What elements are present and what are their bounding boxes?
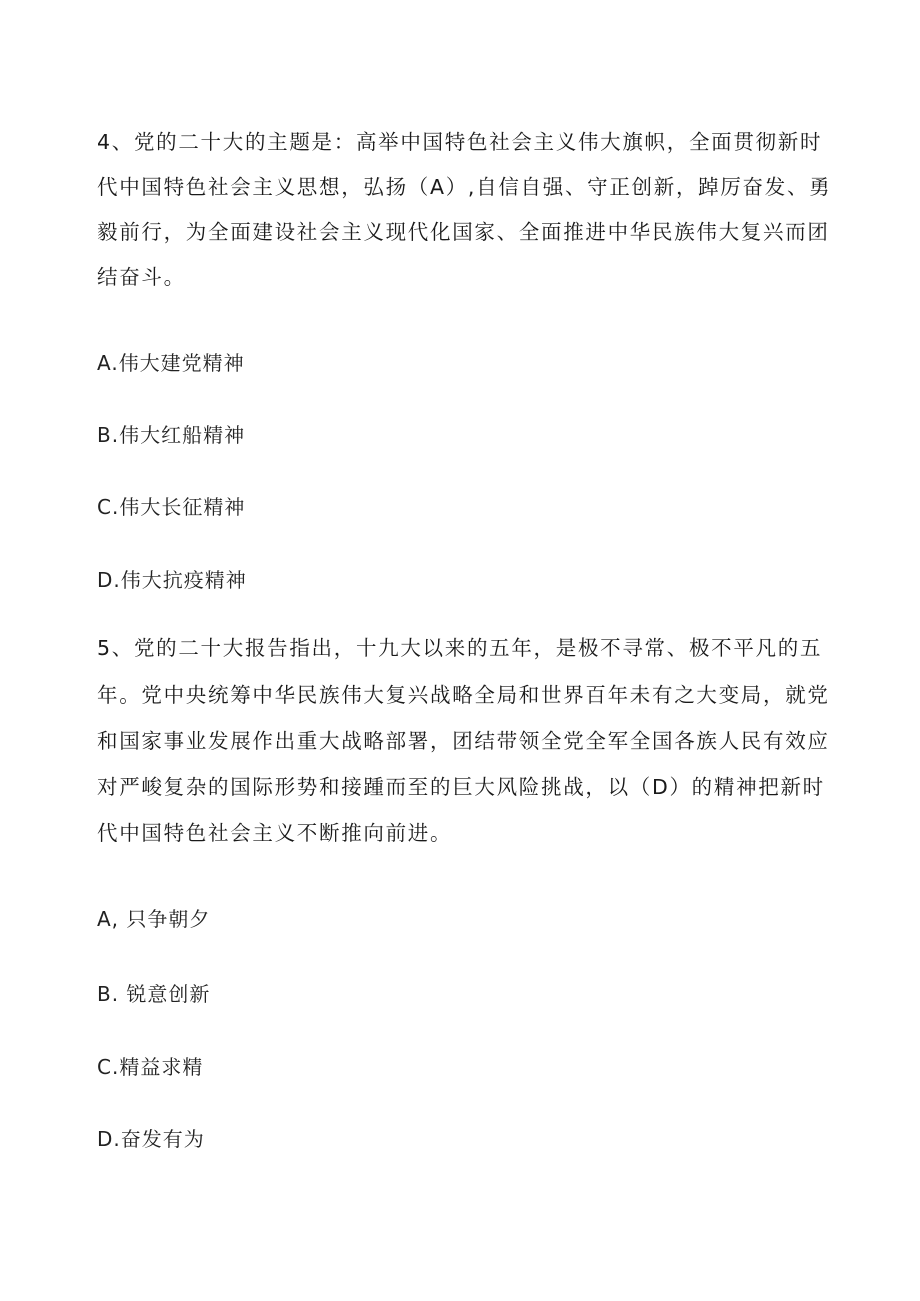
question-4-stem-line-1: 4、党的二十大的主题是：高举中国特色社会主义伟大旗帜，全面贯彻新时: [97, 130, 823, 154]
question-5-stem-line-5: 代中国特色社会主义不断推向前进。: [97, 821, 453, 845]
question-5-stem-line-2: 年。党中央统筹中华民族伟大复兴战略全局和世界百年未有之大变局，就党: [97, 683, 830, 707]
question-4-option-c: C.伟大长征精神: [97, 495, 246, 519]
question-4-option-b: B.伟大红船精神: [97, 423, 246, 447]
question-5-option-a: A, 只争朝夕: [97, 907, 211, 931]
question-4-stem-line-4: 结奋斗。: [97, 265, 186, 289]
question-5-stem-line-1: 5、党的二十大报告指出，十九大以来的五年，是极不寻常、极不平凡的五: [97, 636, 823, 660]
question-4-option-a: A.伟大建党精神: [97, 351, 245, 375]
question-5-option-d: D.奋发有为: [97, 1127, 205, 1151]
question-4-stem-line-3: 毅前行，为全面建设社会主义现代化国家、全面推进中华民族伟大复兴而团: [97, 220, 830, 244]
question-5-stem-line-4: 对严峻复杂的国际形势和接踵而至的巨大风险挑战，以（D）的精神把新时: [97, 775, 825, 799]
question-4-stem-line-2: 代中国特色社会主义思想，弘扬（A）,自信自强、守正创新，踔厉奋发、勇: [97, 175, 832, 199]
question-5-option-b: B. 锐意创新: [97, 982, 211, 1006]
question-4-option-d: D.伟大抗疫精神: [97, 568, 247, 592]
question-5-stem-line-3: 和国家事业发展作出重大战略部署，团结带领全党全军全国各族人民有效应: [97, 729, 830, 753]
question-5-option-c: C.精益求精: [97, 1055, 204, 1079]
